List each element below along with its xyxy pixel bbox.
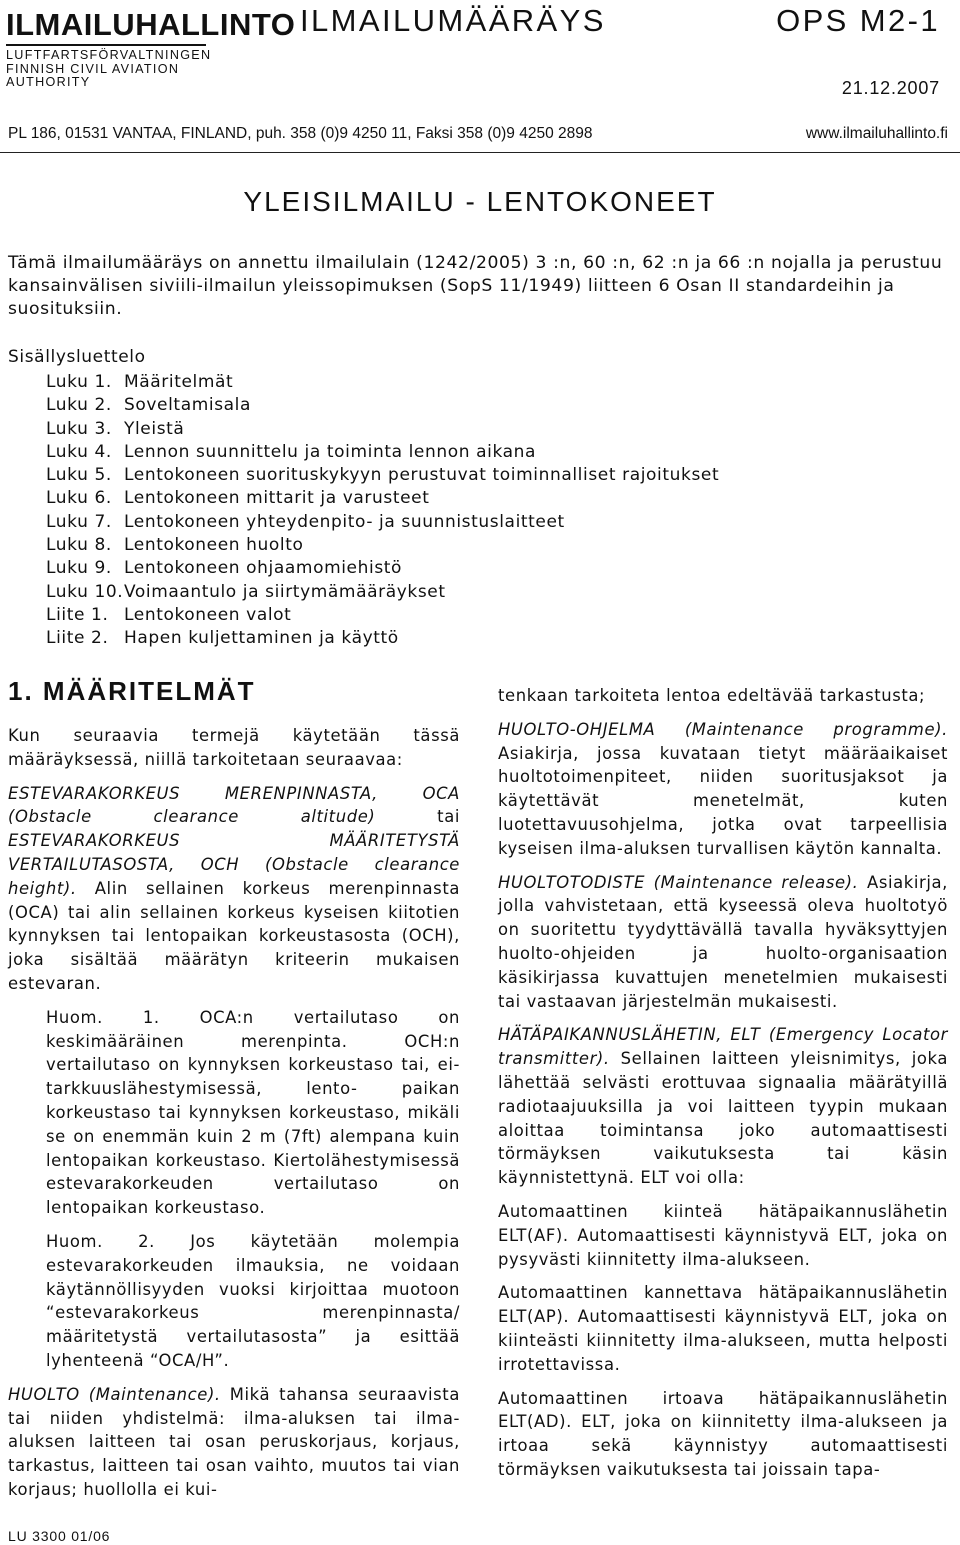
toc-item-number: Luku 3. [46,418,112,439]
toc-item-label: Lentokoneen mittarit ja varusteet [124,488,430,509]
toc-item-label: Lentokoneen ohjaamomiehistö [124,558,403,579]
toc-item-number: Luku 9. [46,558,112,579]
term-elt: HÄTÄPAIKANNUSLÄHETIN, ELT (Emergency Locator transmitter). [498,1025,948,1069]
definition-body: Alin sellainen korkeus merenpinnasta (OCA) tai alin sellainen korkeus kyseisen kiitotien kynnyksen tai lentopaikan korkeustasosta (OCH), joka sisältää määrätyn kriteerin mukaisen estevaran. [8,878,460,993]
definition-elt [498,1023,948,1190]
toc-item[interactable] [46,371,719,394]
toc-item-label: Yleistä [124,418,185,439]
intro-paragraph: Tämä ilmailumääräys on annettu ilmailulain (1242/2005) 3 :n, 60 :n, 62 :n ja 66 :n nojalla ja perustuu kansainvälisen siviili-ilmailun yleissopimuksen (SopS 11/1949) liitteen 6 Osan II standardeihin ja suosituksiin. [8,253,943,319]
definition-body: Mikä tahansa seuraavista tai niiden yhdistelmä: ilma-aluksen tai ilma-aluksen laitteen tai osan peruskorjaus, korjaus, tarkastus, laitteen tai osan vaihto, muutos tai vian korjaus; huollolla ei kui- [8,1384,460,1499]
elt-type-ad: Automaattinen irtoava hätäpaikannuslähetin ELT(AD). ELT, joka on kiinnitetty ilma-alukseen ja irtoaa sekä käynnistyy automaattisesti törmäyksen vaikutuksesta tai joissain tapa- [498,1388,948,1479]
definition-huoltotodiste [498,871,948,1014]
document-date: 21.12.2007 [841,78,940,98]
elt-type-af: Automaattinen kiinteä hätäpaikannuslähetin ELT(AF). Automaattisesti käynnistyvä ELT, joka on pysyvästi kiinnitetty ilma-alukseen. [498,1201,948,1269]
toc-item[interactable] [46,418,719,441]
toc-item-number: Luku 2. [46,395,112,416]
right-column [498,684,948,1492]
toc-item-label: Lentokoneen suorituskykyyn perustuvat toiminnalliset rajoitukset [124,465,720,486]
toc-item[interactable] [46,441,719,464]
logo-sub-text-en: FINNISH CIVIL AVIATION AUTHORITY [6,61,180,89]
definition-huolto-ohjelma [498,718,948,861]
toc-item[interactable] [46,394,719,417]
toc-item-label: Lennon suunnittelu ja toiminta lennon aikana [124,441,537,462]
toc-item-label: Lentokoneen valot [124,604,292,625]
section-heading: 1. MÄÄRITELMÄT [8,676,256,706]
contact-address: PL 186, 01531 VANTAA, FINLAND, puh. 358 (0)9 4250 11, Faksi 358 (0)9 4250 2898 [8,125,593,142]
logo-sub-text-sv: LUFTFARTSFÖRVALTNINGEN [6,48,212,62]
toc-item[interactable] [46,487,719,510]
note-2: Huom. 2. Jos käytetään molempia estevarakorkeuden ilmauksia, ne voidaan käytännöllisyyden vuoksi kirjoittaa muotoon “estevarakorkeus merenpinnasta/ määritetystä vertailutasosta” ja esittää lyhenteenä “OCA/H”. [46,1231,460,1370]
term-connector: tai [375,807,460,827]
definition-body: Sellainen laitteen yleisnimitys, joka lähettää selvästi erottuvaa signaalia määrätyillä radiotaajuuksilla ja voi laitteen tyypin mukaan aloittaa toimintansa joko automaattisesti törmäyksen vaikutuksesta tai käsin käynnistettynä. ELT voi olla: [498,1049,948,1188]
definition-oca-och [8,782,460,996]
toc-item-number: Liite 1. [46,604,109,625]
elt-type-ap: Automaattinen kannettava hätäpaikannuslähetin ELT(AP). Automaattisesti käynnistyvä ELT, joka on kiinteästi kiinnitetty ilma-alukseen, mutta helposti irrotettavissa. [498,1283,948,1374]
definitions-intro: Kun seuraavia termejä käytetään tässä määräyksessä, niillä tarkoitetaan seuraavaa: [8,726,460,769]
term-huolto-ohjelma: HUOLTO-OHJELMA (Maintenance programme). [498,719,948,739]
toc-item[interactable] [46,464,719,487]
toc-item-label: Soveltamisala [124,395,252,416]
toc-item-number: Luku 8. [46,535,112,556]
form-code-footer: LU 3300 01/06 [8,1528,111,1544]
toc-item-label: Hapen kuljettaminen ja käyttö [124,628,399,649]
toc-item-number: Luku 1. [46,372,112,392]
logo-divider [6,44,206,46]
toc-item-number: Luku 10. [46,581,124,602]
toc-item-number: Luku 5. [46,465,112,486]
toc-item-label: Voimaantulo ja siirtymämääräykset [124,581,446,602]
term-huolto: HUOLTO (Maintenance). [8,1384,221,1404]
document-type-title: ILMAILUMÄÄRÄYS [300,3,606,38]
document-code: OPS M2-1 [776,3,940,38]
table-of-contents [46,371,719,651]
toc-item-number: Luku 4. [46,441,112,462]
toc-title: Sisällysluettelo [8,347,146,367]
toc-item-number: Liite 2. [46,628,109,649]
toc-item[interactable] [46,581,719,604]
toc-item-label: Lentokoneen huolto [124,535,304,556]
toc-item[interactable] [46,604,719,627]
toc-item[interactable] [46,627,719,650]
logo [6,7,296,96]
definition-body: Asiakirja, jossa kuvataan tietyt määräaikaiset huoltotoimenpiteet, niiden suoritusjaksot ja käytettävät menetelmät, kuten luotettavuusohjelma, jotka ovat tarpeellisia kyseisen ilma-aluksen turvallisen käytön kannalta. [498,743,948,858]
definition-continuation: tenkaan tarkoiteta lentoa edeltävää tarkastusta; [498,686,926,705]
toc-item-label: Lentokoneen yhteydenpito- ja suunnistuslaitteet [124,511,565,532]
definition-body: Asiakirja, jolla vahvistetaan, että kyseessä oleva huoltotyö on suoritettu tyydyttävällä tavalla hyväksyttyjen huolto-ohjeiden ja huolto-organisaation käsikirjassa kuvattujen menetelmien mukaisesti tai vastaavan järjestelmän mukaisesti. [498,872,948,1011]
toc-item-number: Luku 7. [46,511,112,532]
website-link[interactable]: www.ilmailuhallinto.fi [805,125,948,142]
toc-item-number: Luku 6. [46,488,112,509]
definition-huolto [8,1383,460,1502]
term-oca: ESTEVARAKORKEUS MERENPINNASTA, OCA (Obstacle clearance altitude) [8,783,460,827]
logo-main-text: ILMAILUHALLINTO [6,7,296,42]
note-1: Huom. 1. OCA:n vertailutaso on keskimääräinen merenpinta. OCH:n vertailutaso on kynnyksen korkeustaso tai, ei-tarkkuuslähestymisessä, lento- paikan korkeustaso tai kynnyksen korkeustaso, mikäli se on enemmän kuin 2 m (7ft) alempana kuin lentopaikan korkeustaso. Kiertolähestymisessä estevarakorkeuden vertailutaso on lentopaikan korkeustaso. [46,1007,460,1218]
toc-item[interactable] [46,534,719,557]
left-column [8,724,460,1512]
header-divider [0,152,960,153]
toc-item[interactable] [46,557,719,580]
term-och: ESTEVARAKORKEUS MÄÄRITETYSTÄ VERTAILUTASOSTA, OCH (Obstacle clearance height). [8,831,460,898]
term-huoltotodiste: HUOLTOTODISTE (Maintenance release). [498,872,859,892]
toc-item-label: Määritelmät [124,372,234,392]
page-title: YLEISILMAILU - LENTOKONEET [243,186,717,217]
toc-item[interactable] [46,511,719,534]
